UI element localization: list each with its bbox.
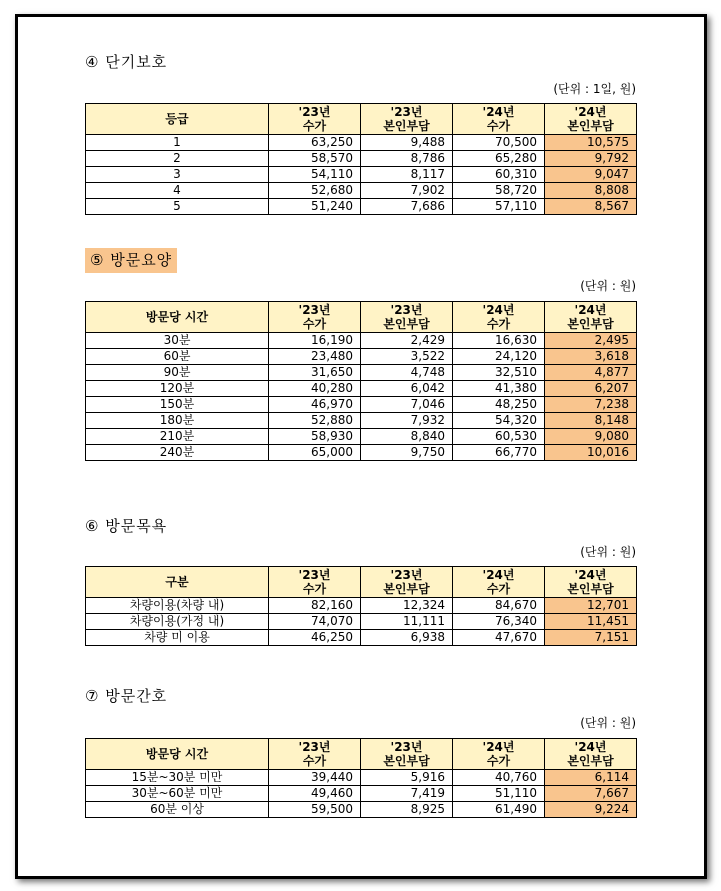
value-cell: 40,280 <box>269 381 361 397</box>
column-header: 등급 <box>86 104 269 135</box>
value-cell: 70,500 <box>453 135 545 151</box>
row-label-cell: 5 <box>86 199 269 215</box>
value-cell: 61,490 <box>453 802 545 818</box>
table-row <box>86 770 637 786</box>
column-header: '23년 본인부담 <box>361 104 453 135</box>
column-header: '24년 수가 <box>453 739 545 770</box>
row-label-cell: 2 <box>86 151 269 167</box>
table-row <box>86 614 637 630</box>
row-label-cell: 차량 미 이용 <box>86 630 269 646</box>
value-cell: 60,530 <box>453 429 545 445</box>
value-cell: 58,720 <box>453 183 545 199</box>
highlighted-value-cell: 6,207 <box>545 381 637 397</box>
column-header: '24년 수가 <box>453 104 545 135</box>
highlighted-value-cell: 9,047 <box>545 167 637 183</box>
row-label-cell: 150분 <box>86 397 269 413</box>
column-header: '23년 수가 <box>269 567 361 598</box>
header-row <box>86 567 637 598</box>
value-cell: 7,686 <box>361 199 453 215</box>
row-label-cell: 60분 이상 <box>86 802 269 818</box>
highlighted-value-cell: 7,151 <box>545 630 637 646</box>
value-cell: 39,440 <box>269 770 361 786</box>
table-row <box>86 413 637 429</box>
value-cell: 7,046 <box>361 397 453 413</box>
value-cell: 76,340 <box>453 614 545 630</box>
row-label-cell: 90분 <box>86 365 269 381</box>
table-row <box>86 445 637 461</box>
column-header: '24년 본인부담 <box>545 739 637 770</box>
value-cell: 7,419 <box>361 786 453 802</box>
column-header: 구분 <box>86 567 269 598</box>
value-cell: 2,429 <box>361 333 453 349</box>
table-row <box>86 630 637 646</box>
table-row <box>86 199 637 215</box>
column-header: '24년 수가 <box>453 567 545 598</box>
section-heading <box>85 249 177 270</box>
unit-note: (단위 : 1일, 원) <box>553 82 636 96</box>
unit-note: (단위 : 원) <box>580 279 636 293</box>
table-row <box>86 429 637 445</box>
highlighted-value-cell: 2,495 <box>545 333 637 349</box>
value-cell: 65,000 <box>269 445 361 461</box>
value-cell: 51,240 <box>269 199 361 215</box>
value-cell: 63,250 <box>269 135 361 151</box>
value-cell: 66,770 <box>453 445 545 461</box>
value-cell: 6,938 <box>361 630 453 646</box>
value-cell: 32,510 <box>453 365 545 381</box>
highlighted-value-cell: 8,567 <box>545 199 637 215</box>
table-row <box>86 135 637 151</box>
value-cell: 40,760 <box>453 770 545 786</box>
value-cell: 23,480 <box>269 349 361 365</box>
table-row <box>86 802 637 818</box>
highlighted-value-cell: 3,618 <box>545 349 637 365</box>
row-label-cell: 180분 <box>86 413 269 429</box>
column-header: '23년 수가 <box>269 104 361 135</box>
row-label-cell: 4 <box>86 183 269 199</box>
value-cell: 9,750 <box>361 445 453 461</box>
row-label-cell: 15분~30분 미만 <box>86 770 269 786</box>
header-row <box>86 104 637 135</box>
row-label-cell: 30분 <box>86 333 269 349</box>
row-label-cell: 차량이용(가정 내) <box>86 614 269 630</box>
value-cell: 46,250 <box>269 630 361 646</box>
value-cell: 4,748 <box>361 365 453 381</box>
home-bathing-table <box>85 566 637 646</box>
value-cell: 58,930 <box>269 429 361 445</box>
value-cell: 84,670 <box>453 598 545 614</box>
value-cell: 7,902 <box>361 183 453 199</box>
value-cell: 6,042 <box>361 381 453 397</box>
short-term-care-table <box>85 103 637 215</box>
value-cell: 51,110 <box>453 786 545 802</box>
highlighted-value-cell: 9,792 <box>545 151 637 167</box>
column-header: '23년 수가 <box>269 302 361 333</box>
table-row <box>86 598 637 614</box>
value-cell: 52,680 <box>269 183 361 199</box>
highlighted-value-cell: 4,877 <box>545 365 637 381</box>
column-header: '23년 본인부담 <box>361 739 453 770</box>
value-cell: 49,460 <box>269 786 361 802</box>
table-row <box>86 167 637 183</box>
value-cell: 16,190 <box>269 333 361 349</box>
value-cell: 16,630 <box>453 333 545 349</box>
highlighted-heading: ⑤ 방문요양 <box>85 248 177 273</box>
row-label-cell: 1 <box>86 135 269 151</box>
value-cell: 31,650 <box>269 365 361 381</box>
highlighted-value-cell: 12,701 <box>545 598 637 614</box>
highlighted-value-cell: 9,224 <box>545 802 637 818</box>
column-header: '24년 본인부담 <box>545 567 637 598</box>
value-cell: 74,070 <box>269 614 361 630</box>
column-header: 방문당 시간 <box>86 302 269 333</box>
value-cell: 48,250 <box>453 397 545 413</box>
value-cell: 65,280 <box>453 151 545 167</box>
unit-note: (단위 : 원) <box>580 716 636 730</box>
table-row <box>86 365 637 381</box>
value-cell: 8,786 <box>361 151 453 167</box>
value-cell: 57,110 <box>453 199 545 215</box>
table-row <box>86 381 637 397</box>
header-row <box>86 739 637 770</box>
value-cell: 3,522 <box>361 349 453 365</box>
table-row <box>86 397 637 413</box>
value-cell: 11,111 <box>361 614 453 630</box>
column-header: '24년 본인부담 <box>545 302 637 333</box>
home-care-table <box>85 301 637 461</box>
row-label-cell: 240분 <box>86 445 269 461</box>
highlighted-value-cell: 8,808 <box>545 183 637 199</box>
column-header: 방문당 시간 <box>86 739 269 770</box>
row-label-cell: 60분 <box>86 349 269 365</box>
value-cell: 46,970 <box>269 397 361 413</box>
value-cell: 9,488 <box>361 135 453 151</box>
highlighted-value-cell: 7,238 <box>545 397 637 413</box>
highlighted-value-cell: 8,148 <box>545 413 637 429</box>
row-label-cell: 120분 <box>86 381 269 397</box>
value-cell: 59,500 <box>269 802 361 818</box>
value-cell: 82,160 <box>269 598 361 614</box>
table-row <box>86 349 637 365</box>
row-label-cell: 차량이용(차량 내) <box>86 598 269 614</box>
value-cell: 47,670 <box>453 630 545 646</box>
row-label-cell: 30분~60분 미만 <box>86 786 269 802</box>
column-header: '23년 본인부담 <box>361 302 453 333</box>
table-row <box>86 786 637 802</box>
home-nursing-table <box>85 738 637 818</box>
column-header: '24년 수가 <box>453 302 545 333</box>
value-cell: 54,320 <box>453 413 545 429</box>
unit-note: (단위 : 원) <box>580 545 636 559</box>
table-row <box>86 333 637 349</box>
highlighted-value-cell: 6,114 <box>545 770 637 786</box>
table-row <box>86 151 637 167</box>
highlighted-value-cell: 10,016 <box>545 445 637 461</box>
value-cell: 60,310 <box>453 167 545 183</box>
value-cell: 8,117 <box>361 167 453 183</box>
header-row <box>86 302 637 333</box>
table-row <box>86 183 637 199</box>
value-cell: 5,916 <box>361 770 453 786</box>
highlighted-value-cell: 11,451 <box>545 614 637 630</box>
section-heading: ④ 단기보호 <box>85 53 168 71</box>
value-cell: 41,380 <box>453 381 545 397</box>
value-cell: 8,840 <box>361 429 453 445</box>
value-cell: 7,932 <box>361 413 453 429</box>
section-heading: ⑦ 방문간호 <box>85 687 168 705</box>
row-label-cell: 3 <box>86 167 269 183</box>
section-heading: ⑥ 방문목욕 <box>85 517 168 535</box>
value-cell: 58,570 <box>269 151 361 167</box>
value-cell: 52,880 <box>269 413 361 429</box>
highlighted-value-cell: 10,575 <box>545 135 637 151</box>
highlighted-value-cell: 7,667 <box>545 786 637 802</box>
highlighted-value-cell: 9,080 <box>545 429 637 445</box>
column-header: '23년 수가 <box>269 739 361 770</box>
value-cell: 8,925 <box>361 802 453 818</box>
row-label-cell: 210분 <box>86 429 269 445</box>
column-header: '24년 본인부담 <box>545 104 637 135</box>
value-cell: 54,110 <box>269 167 361 183</box>
value-cell: 12,324 <box>361 598 453 614</box>
column-header: '23년 본인부담 <box>361 567 453 598</box>
value-cell: 24,120 <box>453 349 545 365</box>
